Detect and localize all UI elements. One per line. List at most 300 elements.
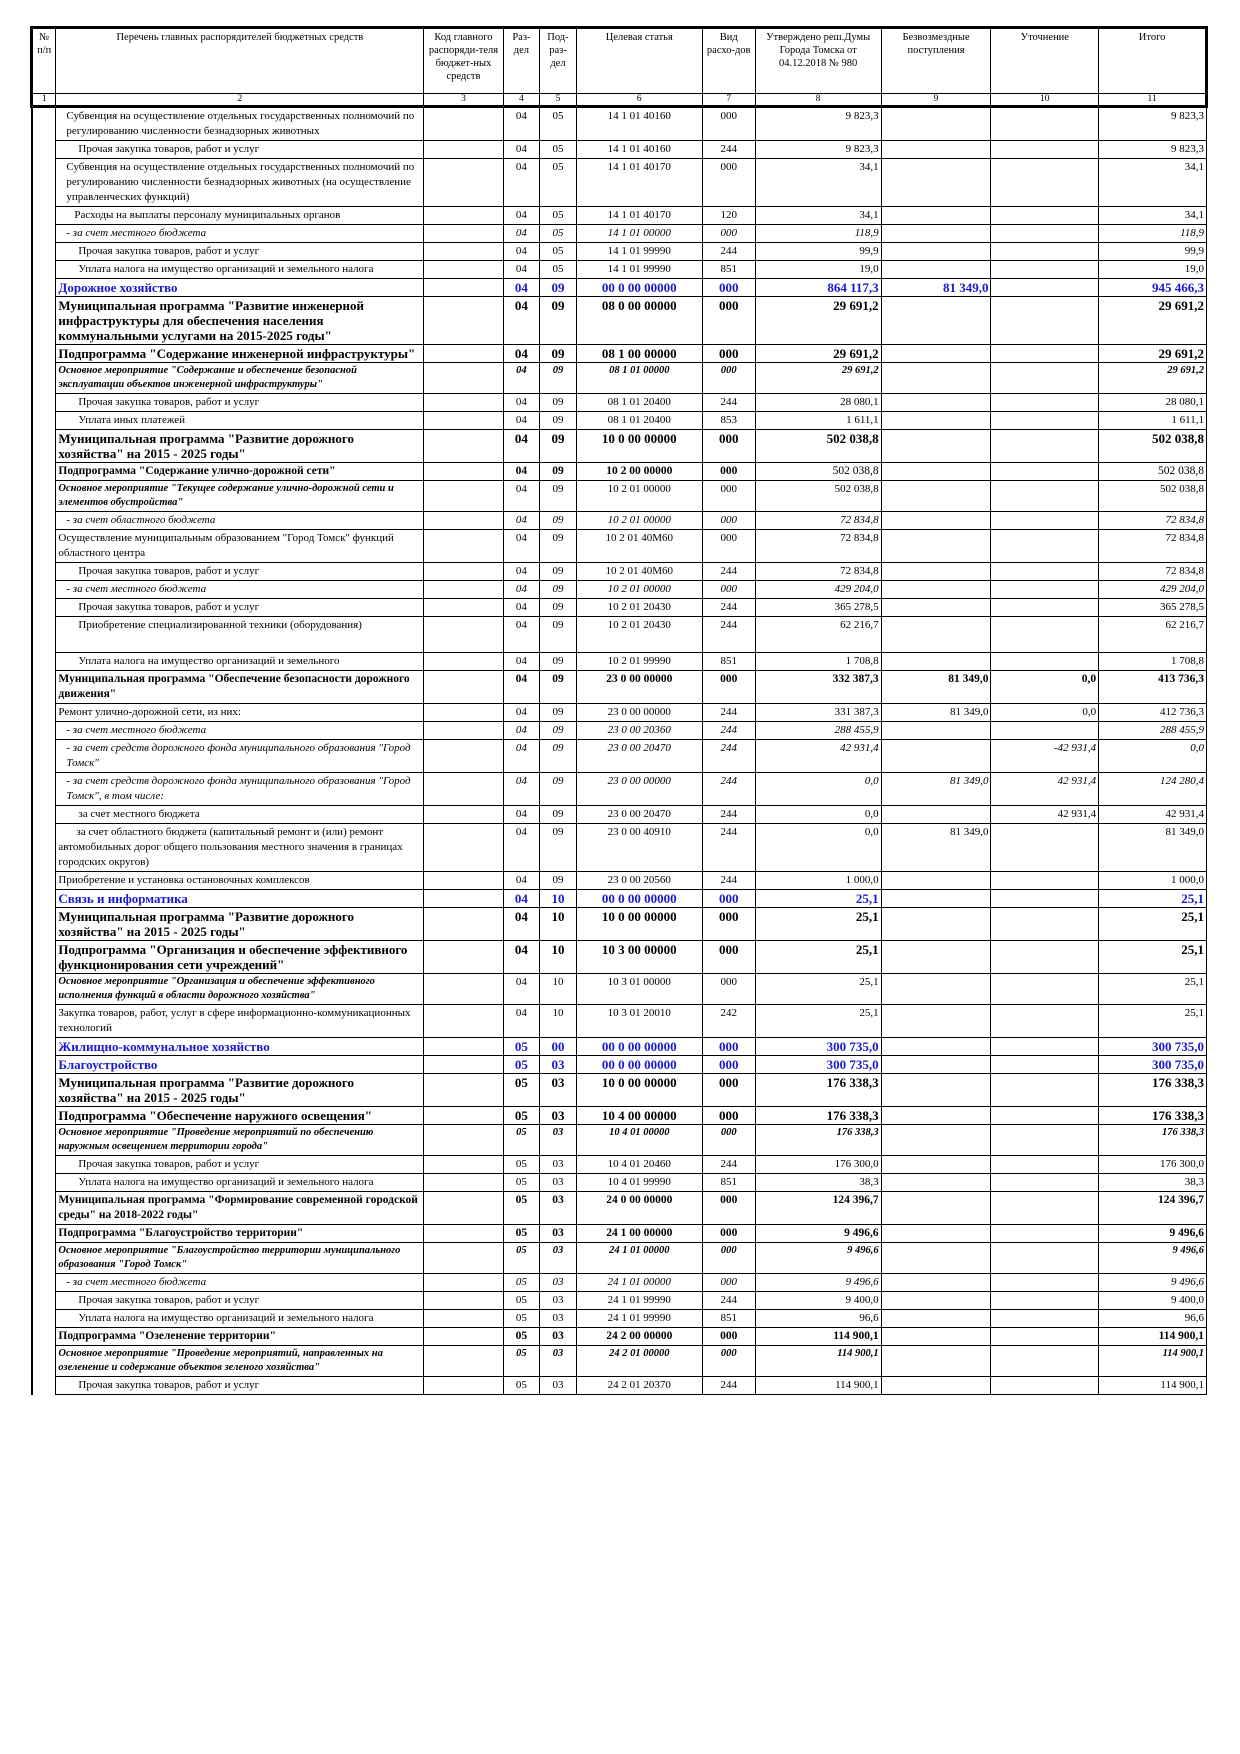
cell-free <box>881 599 991 617</box>
cell-total: 34,1 <box>1099 207 1207 225</box>
cell-razdel: 05 <box>503 1074 540 1107</box>
cell-num <box>32 1005 56 1038</box>
cell-article: 14 1 01 40170 <box>576 159 702 207</box>
cell-razdel: 04 <box>503 974 540 1005</box>
cell-num <box>32 872 56 890</box>
cell-name: Основное мероприятие "Проведение мероприятий, направленных на озеленение и содержание объектов зеленого хозяйства" <box>56 1346 424 1377</box>
cell-pod: 09 <box>540 704 577 722</box>
table-row <box>32 1377 1207 1395</box>
cell-code <box>424 394 503 412</box>
cell-razdel: 04 <box>503 806 540 824</box>
cell-article: 08 1 01 20400 <box>576 412 702 430</box>
cell-vid: 000 <box>702 671 755 704</box>
table-row <box>32 773 1207 806</box>
cell-total: 25,1 <box>1099 941 1207 974</box>
cell-razdel: 04 <box>503 481 540 512</box>
cell-free <box>881 1174 991 1192</box>
cell-vid: 000 <box>702 279 755 297</box>
cell-code <box>424 530 503 563</box>
cell-code <box>424 581 503 599</box>
cell-article: 10 0 00 00000 <box>576 430 702 463</box>
cell-razdel: 05 <box>503 1243 540 1274</box>
cell-approved: 1 708,8 <box>755 653 881 671</box>
cell-name: Подпрограмма "Обеспечение наружного освещения" <box>56 1107 424 1125</box>
cell-approved: 25,1 <box>755 941 881 974</box>
cell-name: Уплата налога на имущество организаций и земельного налога <box>56 1310 424 1328</box>
cell-free <box>881 1074 991 1107</box>
cell-code <box>424 890 503 908</box>
cell-refine <box>991 1243 1099 1274</box>
cell-refine <box>991 512 1099 530</box>
cell-name: Прочая закупка товаров, работ и услуг <box>56 599 424 617</box>
cell-vid: 000 <box>702 908 755 941</box>
cell-refine <box>991 599 1099 617</box>
cell-num <box>32 1328 56 1346</box>
cell-code <box>424 824 503 872</box>
cell-free <box>881 1310 991 1328</box>
cell-free <box>881 581 991 599</box>
cell-total: 0,0 <box>1099 740 1207 773</box>
cell-razdel: 04 <box>503 297 540 345</box>
cell-name: за счет местного бюджета <box>56 806 424 824</box>
cell-article: 23 0 00 20360 <box>576 722 702 740</box>
cell-refine <box>991 107 1099 141</box>
cell-refine <box>991 872 1099 890</box>
cell-free <box>881 1377 991 1395</box>
cell-refine: 0,0 <box>991 671 1099 704</box>
cell-pod: 09 <box>540 481 577 512</box>
cell-approved: 176 338,3 <box>755 1107 881 1125</box>
cell-name: - за счет средств дорожного фонда муниципального образования "Город Томск" <box>56 740 424 773</box>
cell-pod: 09 <box>540 773 577 806</box>
table-row <box>32 107 1207 141</box>
cell-razdel: 04 <box>503 207 540 225</box>
cell-name: Основное мероприятие "Содержание и обеспечение безопасной эксплуатации объектов инженерной инфраструктуры" <box>56 363 424 394</box>
table-row <box>32 430 1207 463</box>
table-row <box>32 159 1207 207</box>
cell-pod: 03 <box>540 1107 577 1125</box>
cell-approved: 118,9 <box>755 225 881 243</box>
cell-razdel: 04 <box>503 563 540 581</box>
cell-total: 502 038,8 <box>1099 481 1207 512</box>
cell-pod: 09 <box>540 279 577 297</box>
table-row <box>32 1192 1207 1225</box>
cell-num <box>32 974 56 1005</box>
table-row <box>32 1038 1207 1056</box>
cell-total: 29 691,2 <box>1099 297 1207 345</box>
cell-pod: 05 <box>540 225 577 243</box>
cell-approved: 502 038,8 <box>755 481 881 512</box>
cell-razdel: 04 <box>503 463 540 481</box>
cell-num <box>32 243 56 261</box>
cell-name: Жилищно-коммунальное хозяйство <box>56 1038 424 1056</box>
cell-vid: 244 <box>702 773 755 806</box>
cell-refine <box>991 1310 1099 1328</box>
cell-approved: 114 900,1 <box>755 1328 881 1346</box>
cell-razdel: 04 <box>503 1005 540 1038</box>
cell-razdel: 05 <box>503 1107 540 1125</box>
cell-approved: 300 735,0 <box>755 1038 881 1056</box>
cell-num <box>32 1056 56 1074</box>
cell-code <box>424 243 503 261</box>
cell-free <box>881 617 991 653</box>
cell-name: Уплата налога на имущество организаций и земельного налога <box>56 1174 424 1192</box>
cell-free <box>881 908 991 941</box>
cell-total: 176 338,3 <box>1099 1125 1207 1156</box>
cell-code <box>424 806 503 824</box>
table-row <box>32 722 1207 740</box>
cell-pod: 09 <box>540 599 577 617</box>
cell-razdel: 04 <box>503 941 540 974</box>
cell-vid: 000 <box>702 430 755 463</box>
cell-free <box>881 1225 991 1243</box>
cell-total: 72 834,8 <box>1099 563 1207 581</box>
cell-free <box>881 141 991 159</box>
cell-pod: 09 <box>540 345 577 363</box>
cell-code <box>424 1156 503 1174</box>
cell-name: - за счет областного бюджета <box>56 512 424 530</box>
cell-refine <box>991 653 1099 671</box>
cell-num <box>32 1243 56 1274</box>
cell-num <box>32 1156 56 1174</box>
table-row <box>32 671 1207 704</box>
cell-code <box>424 1174 503 1192</box>
cell-total: 9 496,6 <box>1099 1243 1207 1274</box>
cell-pod: 09 <box>540 653 577 671</box>
cell-vid: 000 <box>702 941 755 974</box>
cell-free <box>881 806 991 824</box>
cell-refine <box>991 159 1099 207</box>
cell-article: 14 1 01 99990 <box>576 243 702 261</box>
cell-vid: 000 <box>702 890 755 908</box>
header-name: Перечень главных распорядителей бюджетных средств <box>56 28 424 94</box>
cell-razdel: 04 <box>503 225 540 243</box>
cell-pod: 03 <box>540 1243 577 1274</box>
cell-name: Закупка товаров, работ, услуг в сфере информационно-коммуникационных технологий <box>56 1005 424 1038</box>
cell-vid: 000 <box>702 1243 755 1274</box>
table-row <box>32 412 1207 430</box>
table-row <box>32 394 1207 412</box>
cell-pod: 05 <box>540 107 577 141</box>
cell-name: Приобретение и установка остановочных комплексов <box>56 872 424 890</box>
cell-vid: 244 <box>702 740 755 773</box>
cell-num <box>32 1192 56 1225</box>
cell-num <box>32 1377 56 1395</box>
cell-total: 42 931,4 <box>1099 806 1207 824</box>
cell-pod: 05 <box>540 207 577 225</box>
cell-total: 1 611,1 <box>1099 412 1207 430</box>
cell-pod: 09 <box>540 872 577 890</box>
cell-refine <box>991 481 1099 512</box>
cell-razdel: 04 <box>503 617 540 653</box>
cell-name: Основное мероприятие "Текущее содержание улично-дорожной сети и элементов обустройства" <box>56 481 424 512</box>
cell-code <box>424 345 503 363</box>
cell-total: 413 736,3 <box>1099 671 1207 704</box>
cell-approved: 9 823,3 <box>755 107 881 141</box>
cell-refine <box>991 1192 1099 1225</box>
cell-vid: 244 <box>702 806 755 824</box>
cell-num <box>32 1125 56 1156</box>
cell-vid: 853 <box>702 412 755 430</box>
table-row <box>32 599 1207 617</box>
cell-razdel: 05 <box>503 1225 540 1243</box>
cell-free <box>881 872 991 890</box>
cell-code <box>424 704 503 722</box>
cell-refine <box>991 722 1099 740</box>
header-approved: Утверждено реш.Думы Города Томска от 04.12.2018 № 980 <box>755 28 881 94</box>
cell-vid: 244 <box>702 599 755 617</box>
cell-vid: 851 <box>702 653 755 671</box>
cell-pod: 05 <box>540 141 577 159</box>
table-row <box>32 1074 1207 1107</box>
cell-article: 10 3 00 00000 <box>576 941 702 974</box>
cell-razdel: 04 <box>503 159 540 207</box>
cell-approved: 502 038,8 <box>755 463 881 481</box>
cell-total: 19,0 <box>1099 261 1207 279</box>
cell-vid: 000 <box>702 1225 755 1243</box>
cell-refine <box>991 941 1099 974</box>
cell-num <box>32 297 56 345</box>
cell-total: 9 823,3 <box>1099 107 1207 141</box>
cell-name: Муниципальная программа "Развитие дорожного хозяйства" на 2015 - 2025 годы" <box>56 1074 424 1107</box>
cell-free <box>881 512 991 530</box>
cell-razdel: 04 <box>503 581 540 599</box>
cell-code <box>424 872 503 890</box>
cell-article: 23 0 00 20470 <box>576 740 702 773</box>
cell-vid: 000 <box>702 1038 755 1056</box>
cell-pod: 09 <box>540 563 577 581</box>
table-row <box>32 908 1207 941</box>
table-row <box>32 463 1207 481</box>
cell-free: 81 349,0 <box>881 279 991 297</box>
cell-article: 00 0 00 00000 <box>576 890 702 908</box>
cell-approved: 176 300,0 <box>755 1156 881 1174</box>
cell-vid: 244 <box>702 704 755 722</box>
cell-code <box>424 481 503 512</box>
cell-free <box>881 107 991 141</box>
column-number: 1 <box>32 94 56 107</box>
cell-approved: 25,1 <box>755 890 881 908</box>
column-number: 10 <box>991 94 1099 107</box>
cell-refine <box>991 363 1099 394</box>
cell-free <box>881 481 991 512</box>
cell-article: 14 1 01 40160 <box>576 141 702 159</box>
cell-refine <box>991 1292 1099 1310</box>
cell-total: 429 204,0 <box>1099 581 1207 599</box>
cell-vid: 000 <box>702 363 755 394</box>
column-number: 3 <box>424 94 503 107</box>
cell-total: 365 278,5 <box>1099 599 1207 617</box>
cell-pod: 09 <box>540 363 577 394</box>
cell-pod: 09 <box>540 617 577 653</box>
cell-razdel: 04 <box>503 599 540 617</box>
cell-approved: 176 338,3 <box>755 1074 881 1107</box>
cell-free <box>881 1156 991 1174</box>
cell-name: Подпрограмма "Содержание инженерной инфраструктуры" <box>56 345 424 363</box>
cell-refine <box>991 1346 1099 1377</box>
cell-razdel: 04 <box>503 671 540 704</box>
cell-vid: 000 <box>702 1107 755 1125</box>
cell-num <box>32 463 56 481</box>
cell-code <box>424 1346 503 1377</box>
cell-razdel: 04 <box>503 722 540 740</box>
cell-code <box>424 1377 503 1395</box>
cell-free <box>881 1005 991 1038</box>
table-row <box>32 1107 1207 1125</box>
table-row <box>32 1346 1207 1377</box>
cell-approved: 72 834,8 <box>755 563 881 581</box>
cell-code <box>424 1192 503 1225</box>
cell-num <box>32 107 56 141</box>
cell-approved: 9 496,6 <box>755 1274 881 1292</box>
cell-total: 29 691,2 <box>1099 345 1207 363</box>
cell-refine <box>991 1377 1099 1395</box>
cell-refine <box>991 1156 1099 1174</box>
cell-article: 23 0 00 40910 <box>576 824 702 872</box>
cell-free <box>881 1125 991 1156</box>
cell-razdel: 05 <box>503 1038 540 1056</box>
cell-razdel: 04 <box>503 908 540 941</box>
table-row <box>32 1328 1207 1346</box>
cell-refine <box>991 394 1099 412</box>
cell-vid: 000 <box>702 512 755 530</box>
cell-vid: 244 <box>702 141 755 159</box>
cell-num <box>32 704 56 722</box>
cell-code <box>424 225 503 243</box>
cell-article: 24 0 00 00000 <box>576 1192 702 1225</box>
cell-vid: 000 <box>702 530 755 563</box>
cell-pod: 09 <box>540 430 577 463</box>
cell-total: 300 735,0 <box>1099 1038 1207 1056</box>
cell-free <box>881 297 991 345</box>
cell-total: 9 823,3 <box>1099 141 1207 159</box>
table-row <box>32 617 1207 653</box>
table-row <box>32 363 1207 394</box>
cell-vid: 000 <box>702 974 755 1005</box>
cell-name: Подпрограмма "Озеленение территории" <box>56 1328 424 1346</box>
cell-name: Уплата налога на имущество организаций и земельного <box>56 653 424 671</box>
cell-free <box>881 261 991 279</box>
cell-razdel: 04 <box>503 430 540 463</box>
cell-num <box>32 941 56 974</box>
cell-razdel: 04 <box>503 530 540 563</box>
cell-approved: 72 834,8 <box>755 512 881 530</box>
cell-refine <box>991 207 1099 225</box>
cell-num <box>32 806 56 824</box>
cell-approved: 124 396,7 <box>755 1192 881 1225</box>
table-row <box>32 740 1207 773</box>
cell-pod: 03 <box>540 1156 577 1174</box>
cell-name: Подпрограмма "Благоустройство территории" <box>56 1225 424 1243</box>
cell-refine <box>991 581 1099 599</box>
cell-num <box>32 1310 56 1328</box>
cell-refine <box>991 617 1099 653</box>
cell-refine <box>991 1174 1099 1192</box>
cell-refine <box>991 908 1099 941</box>
cell-name: Подпрограмма "Организация и обеспечение эффективного функционирования сети учреждений" <box>56 941 424 974</box>
table-row <box>32 974 1207 1005</box>
cell-free <box>881 463 991 481</box>
cell-free <box>881 363 991 394</box>
cell-total: 9 496,6 <box>1099 1274 1207 1292</box>
cell-approved: 34,1 <box>755 207 881 225</box>
cell-razdel: 05 <box>503 1125 540 1156</box>
cell-num <box>32 141 56 159</box>
cell-pod: 10 <box>540 890 577 908</box>
cell-approved: 29 691,2 <box>755 297 881 345</box>
cell-pod: 05 <box>540 243 577 261</box>
cell-approved: 0,0 <box>755 824 881 872</box>
cell-vid: 000 <box>702 1125 755 1156</box>
cell-pod: 10 <box>540 908 577 941</box>
cell-vid: 000 <box>702 481 755 512</box>
cell-razdel: 04 <box>503 141 540 159</box>
cell-vid: 000 <box>702 1074 755 1107</box>
cell-free <box>881 207 991 225</box>
cell-vid: 244 <box>702 872 755 890</box>
cell-name: Благоустройство <box>56 1056 424 1074</box>
table-row <box>32 1225 1207 1243</box>
cell-article: 10 2 01 99990 <box>576 653 702 671</box>
cell-code <box>424 279 503 297</box>
cell-refine <box>991 1005 1099 1038</box>
cell-num <box>32 225 56 243</box>
cell-pod: 10 <box>540 1005 577 1038</box>
cell-vid: 851 <box>702 1310 755 1328</box>
table-row <box>32 225 1207 243</box>
cell-razdel: 05 <box>503 1192 540 1225</box>
cell-article: 08 0 00 00000 <box>576 297 702 345</box>
cell-free <box>881 1346 991 1377</box>
cell-refine <box>991 1038 1099 1056</box>
cell-total: 502 038,8 <box>1099 430 1207 463</box>
cell-approved: 114 900,1 <box>755 1377 881 1395</box>
cell-code <box>424 463 503 481</box>
header-razdel: Раз-дел <box>503 28 540 94</box>
cell-name: Муниципальная программа "Формирование современной городской среды" на 2018-2022 годы" <box>56 1192 424 1225</box>
cell-total: 96,6 <box>1099 1310 1207 1328</box>
cell-code <box>424 1292 503 1310</box>
cell-refine <box>991 261 1099 279</box>
cell-code <box>424 599 503 617</box>
cell-pod: 03 <box>540 1310 577 1328</box>
cell-num <box>32 512 56 530</box>
cell-total: 1 708,8 <box>1099 653 1207 671</box>
cell-article: 24 1 01 99990 <box>576 1310 702 1328</box>
cell-razdel: 05 <box>503 1346 540 1377</box>
header-vid: Вид расхо-дов <box>702 28 755 94</box>
cell-free <box>881 159 991 207</box>
cell-free <box>881 722 991 740</box>
table-row <box>32 279 1207 297</box>
cell-name: - за счет местного бюджета <box>56 581 424 599</box>
cell-pod: 09 <box>540 530 577 563</box>
cell-free <box>881 225 991 243</box>
cell-pod: 09 <box>540 740 577 773</box>
cell-approved: 300 735,0 <box>755 1056 881 1074</box>
cell-pod: 03 <box>540 1125 577 1156</box>
cell-pod: 03 <box>540 1074 577 1107</box>
cell-article: 24 1 01 00000 <box>576 1274 702 1292</box>
cell-free <box>881 941 991 974</box>
cell-article: 10 2 01 40М60 <box>576 530 702 563</box>
table-row <box>32 1274 1207 1292</box>
cell-num <box>32 581 56 599</box>
cell-article: 10 2 01 20430 <box>576 599 702 617</box>
cell-pod: 03 <box>540 1174 577 1192</box>
cell-article: 10 2 01 00000 <box>576 512 702 530</box>
cell-article: 10 2 01 20430 <box>576 617 702 653</box>
